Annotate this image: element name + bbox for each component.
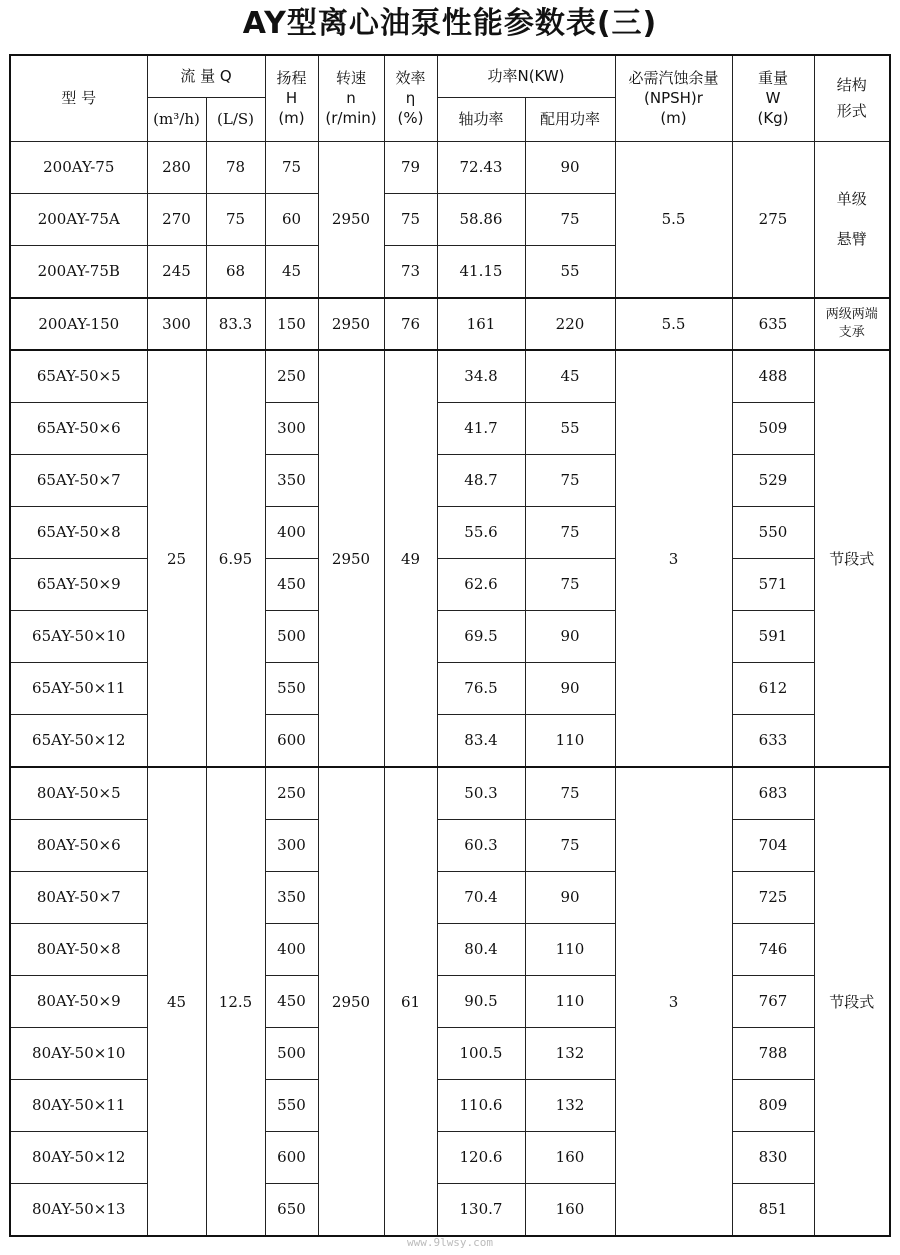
cell-shaft-power: 58.86	[437, 193, 525, 245]
cell-shaft-power: 90.5	[437, 975, 525, 1027]
cell-motor-power: 45	[525, 350, 615, 402]
cell-weight: 704	[732, 819, 814, 871]
cell-motor-power: 160	[525, 1183, 615, 1236]
cell-motor-power: 55	[525, 402, 615, 454]
cell-shaft-power: 130.7	[437, 1183, 525, 1236]
cell-shaft-power: 110.6	[437, 1079, 525, 1131]
cell-head: 550	[265, 662, 318, 714]
cell-motor-power: 55	[525, 245, 615, 298]
cell-speed: 2950	[318, 767, 384, 1236]
header-flow-unit-m3h: (m³/h)	[147, 97, 206, 141]
cell-weight: 809	[732, 1079, 814, 1131]
cell-speed: 2950	[318, 141, 384, 298]
cell-weight: 851	[732, 1183, 814, 1236]
cell-head: 500	[265, 1027, 318, 1079]
structure-label: 单级悬臂	[836, 190, 867, 249]
cell-model: 80AY-50×13	[10, 1183, 147, 1236]
cell-weight: 683	[732, 767, 814, 819]
cell-head: 450	[265, 975, 318, 1027]
pump-spec-table	[9, 54, 891, 1237]
watermark: www.9lwsy.com	[406, 1236, 494, 1249]
cell-weight: 509	[732, 402, 814, 454]
cell-head: 75	[265, 141, 318, 193]
cell-head: 350	[265, 454, 318, 506]
table-row	[10, 141, 890, 193]
table-row	[10, 506, 890, 558]
header-head-unit: (m)	[278, 109, 305, 128]
header-efficiency-label: 效率	[395, 69, 426, 88]
cell-flow-ls: 83.3	[206, 298, 265, 350]
header-npsh	[615, 55, 732, 141]
cell-motor-power: 75	[525, 558, 615, 610]
cell-shaft-power: 34.8	[437, 350, 525, 402]
cell-model: 65AY-50×7	[10, 454, 147, 506]
cell-motor-power: 90	[525, 871, 615, 923]
cell-head: 550	[265, 1079, 318, 1131]
table-row	[10, 923, 890, 975]
cell-motor-power: 75	[525, 819, 615, 871]
table-row	[10, 871, 890, 923]
cell-shaft-power: 60.3	[437, 819, 525, 871]
cell-flow-m3h: 270	[147, 193, 206, 245]
cell-npsh: 5.5	[615, 298, 732, 350]
table-row	[10, 975, 890, 1027]
cell-efficiency: 76	[384, 298, 437, 350]
cell-model: 65AY-50×5	[10, 350, 147, 402]
cell-head: 600	[265, 714, 318, 767]
cell-shaft-power: 100.5	[437, 1027, 525, 1079]
header-speed-label: 转速	[335, 69, 366, 88]
cell-speed: 2950	[318, 350, 384, 767]
cell-structure	[814, 141, 890, 298]
table-row	[10, 714, 890, 767]
cell-model: 200AY-75A	[10, 193, 147, 245]
cell-shaft-power: 80.4	[437, 923, 525, 975]
structure-label: 两级两端支承	[825, 307, 878, 340]
header-weight-label: 重量	[757, 69, 788, 88]
table-row	[10, 558, 890, 610]
cell-shaft-power: 120.6	[437, 1131, 525, 1183]
cell-speed: 2950	[318, 298, 384, 350]
header-structure-label: 结构形式	[836, 76, 867, 121]
table-row	[10, 767, 890, 819]
cell-motor-power: 75	[525, 454, 615, 506]
cell-motor-power: 132	[525, 1079, 615, 1131]
cell-structure: 节段式	[814, 767, 890, 1236]
cell-motor-power: 90	[525, 141, 615, 193]
cell-head: 250	[265, 350, 318, 402]
cell-model: 80AY-50×7	[10, 871, 147, 923]
header-motor-power: 配用功率	[525, 97, 615, 141]
cell-weight: 591	[732, 610, 814, 662]
cell-efficiency: 61	[384, 767, 437, 1236]
cell-model: 65AY-50×11	[10, 662, 147, 714]
cell-head: 300	[265, 819, 318, 871]
cell-shaft-power: 55.6	[437, 506, 525, 558]
cell-head: 350	[265, 871, 318, 923]
cell-head: 500	[265, 610, 318, 662]
cell-flow-m3h: 45	[147, 767, 206, 1236]
cell-motor-power: 75	[525, 193, 615, 245]
cell-motor-power: 110	[525, 923, 615, 975]
table-row	[10, 1027, 890, 1079]
cell-flow-ls: 75	[206, 193, 265, 245]
header-speed	[318, 55, 384, 141]
cell-model: 80AY-50×10	[10, 1027, 147, 1079]
cell-model: 200AY-150	[10, 298, 147, 350]
table-row	[10, 350, 890, 402]
cell-efficiency: 79	[384, 141, 437, 193]
header-npsh-symbol: (NPSH)r	[644, 89, 703, 108]
cell-motor-power: 90	[525, 610, 615, 662]
cell-model: 80AY-50×5	[10, 767, 147, 819]
cell-npsh: 3	[615, 350, 732, 767]
cell-shaft-power: 83.4	[437, 714, 525, 767]
cell-weight: 725	[732, 871, 814, 923]
cell-weight: 767	[732, 975, 814, 1027]
cell-shaft-power: 48.7	[437, 454, 525, 506]
table-row	[10, 610, 890, 662]
header-speed-symbol: n	[346, 89, 356, 108]
header-efficiency	[384, 55, 437, 141]
cell-shaft-power: 41.15	[437, 245, 525, 298]
cell-weight: 746	[732, 923, 814, 975]
cell-head: 450	[265, 558, 318, 610]
cell-npsh: 3	[615, 767, 732, 1236]
cell-head: 400	[265, 923, 318, 975]
cell-model: 65AY-50×6	[10, 402, 147, 454]
cell-shaft-power: 161	[437, 298, 525, 350]
cell-weight: 529	[732, 454, 814, 506]
cell-flow-ls: 78	[206, 141, 265, 193]
header-npsh-label: 必需汽蚀余量	[628, 69, 719, 88]
cell-head: 150	[265, 298, 318, 350]
header-npsh-unit: (m)	[660, 109, 687, 128]
cell-head: 600	[265, 1131, 318, 1183]
cell-shaft-power: 76.5	[437, 662, 525, 714]
cell-head: 250	[265, 767, 318, 819]
cell-model: 80AY-50×6	[10, 819, 147, 871]
cell-shaft-power: 70.4	[437, 871, 525, 923]
cell-model: 65AY-50×8	[10, 506, 147, 558]
cell-efficiency: 73	[384, 245, 437, 298]
header-weight	[732, 55, 814, 141]
cell-weight: 612	[732, 662, 814, 714]
cell-shaft-power: 62.6	[437, 558, 525, 610]
cell-flow-m3h: 245	[147, 245, 206, 298]
cell-motor-power: 75	[525, 506, 615, 558]
header-model: 型 号	[10, 55, 147, 141]
cell-shaft-power: 72.43	[437, 141, 525, 193]
table-row	[10, 1079, 890, 1131]
cell-weight: 633	[732, 714, 814, 767]
table-row	[10, 298, 890, 350]
header-efficiency-symbol: η	[405, 89, 416, 108]
cell-flow-ls: 6.95	[206, 350, 265, 767]
cell-weight: 550	[732, 506, 814, 558]
table-row	[10, 1131, 890, 1183]
header-head-label: 扬程	[276, 69, 307, 88]
cell-model: 65AY-50×12	[10, 714, 147, 767]
cell-shaft-power: 41.7	[437, 402, 525, 454]
header-weight-symbol: W	[765, 89, 781, 108]
cell-head: 300	[265, 402, 318, 454]
table-row	[10, 819, 890, 871]
cell-weight: 275	[732, 141, 814, 298]
cell-weight: 488	[732, 350, 814, 402]
cell-head: 650	[265, 1183, 318, 1236]
table-row	[10, 662, 890, 714]
table-row	[10, 454, 890, 506]
cell-efficiency: 49	[384, 350, 437, 767]
cell-structure	[814, 298, 890, 350]
cell-flow-m3h: 280	[147, 141, 206, 193]
cell-weight: 788	[732, 1027, 814, 1079]
header-speed-unit: (r/min)	[325, 109, 377, 128]
cell-motor-power: 90	[525, 662, 615, 714]
cell-weight: 830	[732, 1131, 814, 1183]
cell-weight: 635	[732, 298, 814, 350]
header-flow-unit-ls: (L/S)	[206, 97, 265, 141]
cell-flow-ls: 68	[206, 245, 265, 298]
cell-motor-power: 220	[525, 298, 615, 350]
cell-motor-power: 132	[525, 1027, 615, 1079]
cell-motor-power: 110	[525, 975, 615, 1027]
cell-flow-m3h: 300	[147, 298, 206, 350]
cell-motor-power: 75	[525, 767, 615, 819]
header-efficiency-unit: (%)	[397, 109, 424, 128]
cell-model: 200AY-75	[10, 141, 147, 193]
cell-model: 80AY-50×8	[10, 923, 147, 975]
cell-flow-ls: 12.5	[206, 767, 265, 1236]
header-structure	[814, 55, 890, 141]
header-head	[265, 55, 318, 141]
cell-weight: 571	[732, 558, 814, 610]
cell-model: 80AY-50×12	[10, 1131, 147, 1183]
cell-shaft-power: 50.3	[437, 767, 525, 819]
cell-motor-power: 110	[525, 714, 615, 767]
header-flow: 流 量 Q	[147, 55, 265, 97]
table-row	[10, 402, 890, 454]
page-title: AY型离心油泵性能参数表(三)	[242, 6, 658, 41]
header-weight-unit: (Kg)	[757, 109, 789, 128]
table-row	[10, 1183, 890, 1236]
cell-flow-m3h: 25	[147, 350, 206, 767]
cell-head: 45	[265, 245, 318, 298]
header-head-symbol: H	[285, 89, 298, 108]
cell-head: 60	[265, 193, 318, 245]
header-shaft-power: 轴功率	[437, 97, 525, 141]
header-power: 功率N(KW)	[437, 55, 615, 97]
cell-model: 65AY-50×9	[10, 558, 147, 610]
cell-model: 80AY-50×11	[10, 1079, 147, 1131]
cell-motor-power: 160	[525, 1131, 615, 1183]
cell-shaft-power: 69.5	[437, 610, 525, 662]
cell-npsh: 5.5	[615, 141, 732, 298]
cell-model: 200AY-75B	[10, 245, 147, 298]
cell-model: 65AY-50×10	[10, 610, 147, 662]
cell-model: 80AY-50×9	[10, 975, 147, 1027]
cell-efficiency: 75	[384, 193, 437, 245]
cell-structure: 节段式	[814, 350, 890, 767]
cell-head: 400	[265, 506, 318, 558]
